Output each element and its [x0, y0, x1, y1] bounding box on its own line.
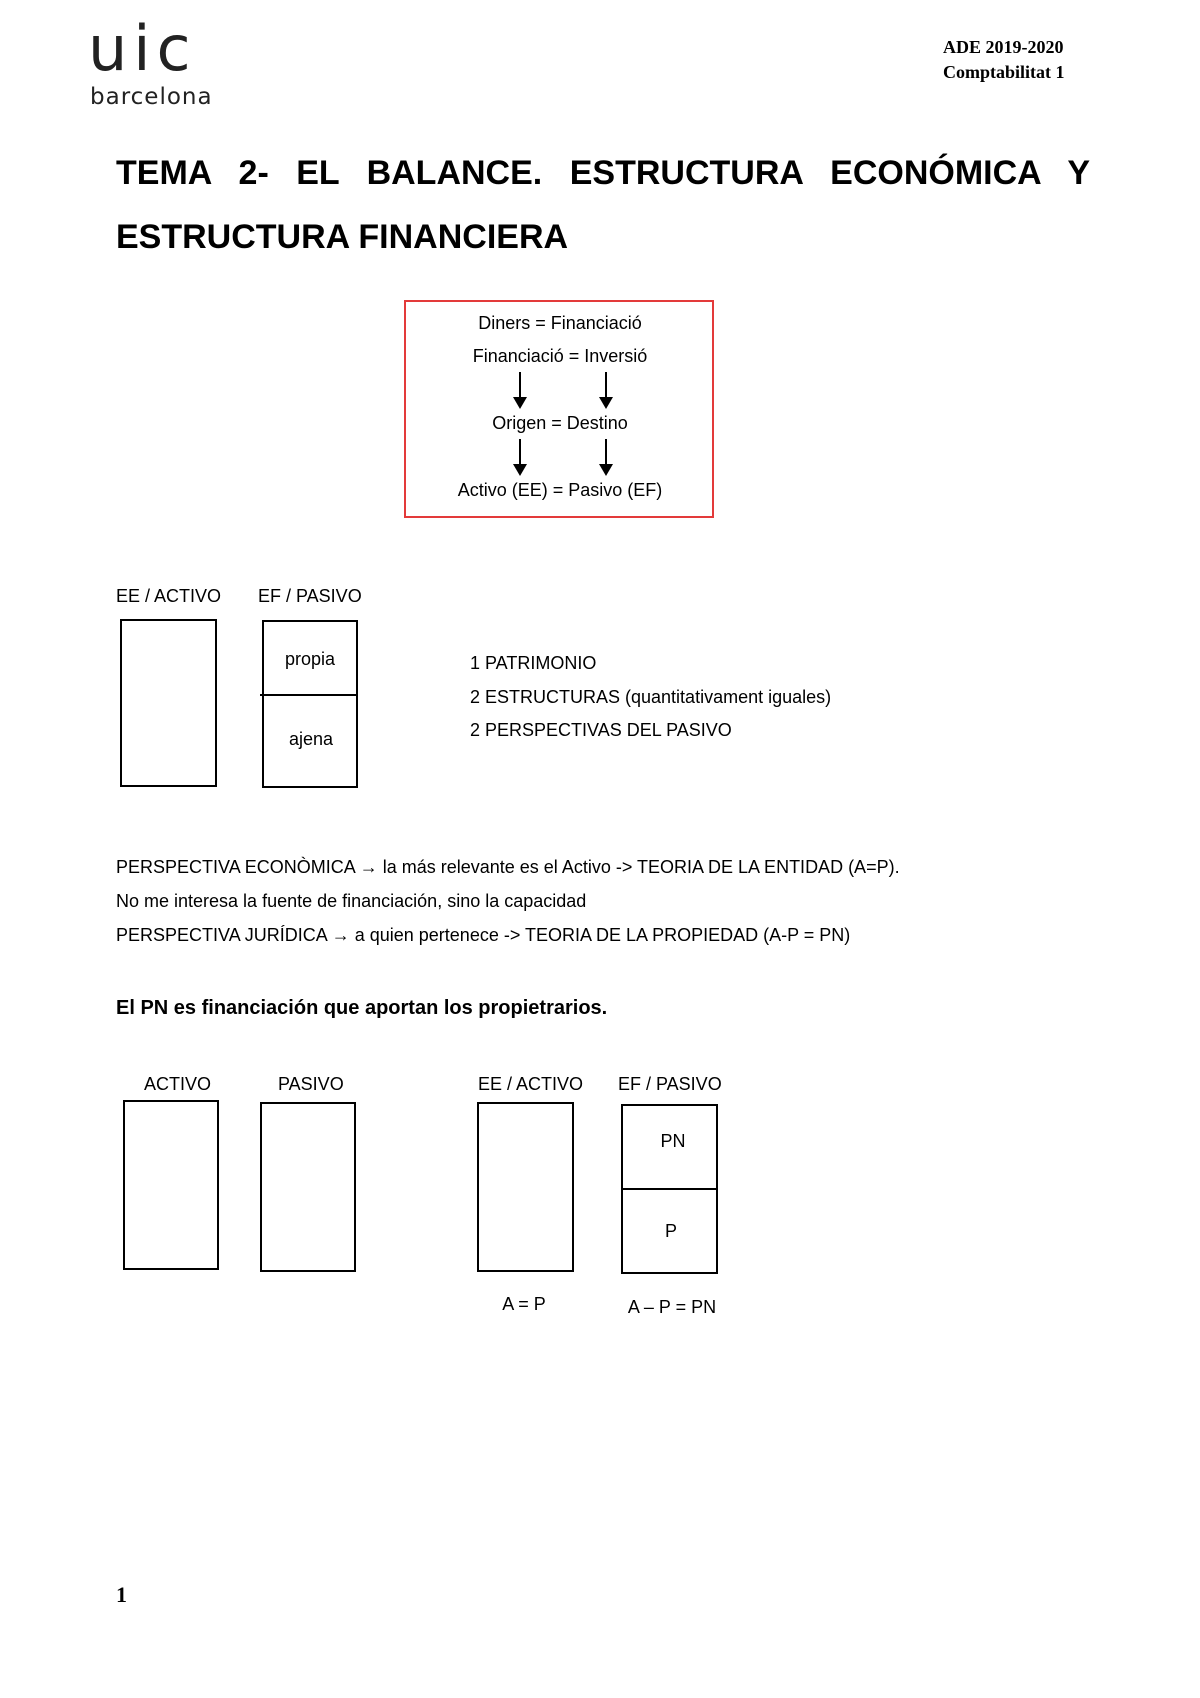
- note-perspectivas: 2 PERSPECTIVAS DEL PASIVO: [470, 720, 732, 740]
- pasivo-box-2: [260, 1102, 356, 1272]
- activo-box-2: [123, 1100, 219, 1270]
- arrow-head-icon: [513, 464, 527, 476]
- pasivo-propia: propia: [284, 649, 336, 669]
- subject-label: Comptabilitat 1: [943, 62, 1065, 82]
- label-ef-pasivo-2: EF / PASIVO: [618, 1074, 722, 1094]
- perspectiva-economica: PERSPECTIVA ECONÒMICA → la más relevante es el Activo -> TEORIA DE LA ENTIDAD (A=P).: [116, 857, 900, 877]
- pasivo-divider: [260, 694, 358, 696]
- activo-box: [120, 619, 217, 787]
- label-ef-pasivo: EF / PASIVO: [258, 586, 362, 606]
- arrow-down-icon: [605, 439, 607, 465]
- label-ee-activo: EE / ACTIVO: [116, 586, 222, 606]
- equation-line-3: Origen = Destino: [492, 413, 628, 433]
- arrow-head-icon: [599, 464, 613, 476]
- note-estructuras: 2 ESTRUCTURAS (quantitativament iguales): [470, 687, 832, 707]
- pasivo-ajena: ajena: [288, 729, 334, 749]
- perspectiva-note: No me interesa la fuente de financiación, sino la capacidad: [116, 891, 587, 911]
- logo-barcelona: barcelona: [90, 84, 213, 110]
- pasivo-box: [262, 620, 358, 788]
- label-pasivo: PASIVO: [278, 1074, 344, 1094]
- equation-line-1: Diners = Financiació: [478, 313, 642, 333]
- title-line-1: TEMA 2- EL BALANCE. ESTRUCTURA ECONÓMICA Y: [116, 154, 1090, 192]
- arrow-head-icon: [599, 397, 613, 409]
- perspectiva-juridica: PERSPECTIVA JURÍDICA → a quien pertenece -> TEORIA DE LA PROPIEDAD (A-P = PN): [116, 925, 851, 945]
- note-patrimonio: 1 PATRIMONIO: [470, 653, 597, 673]
- ee-activo-box: [477, 1102, 574, 1272]
- logo-uic: uic: [88, 12, 197, 85]
- arrow-down-icon: [605, 372, 607, 398]
- ef-pn-part: PN: [660, 1131, 686, 1151]
- label-activo: ACTIVO: [144, 1074, 212, 1094]
- page-number: 1: [116, 1582, 127, 1607]
- title-line-2: ESTRUCTURA FINANCIERA: [116, 218, 569, 256]
- pn-statement: El PN es financiación que aportan los propietrarios.: [116, 997, 608, 1019]
- ef-p-part: P: [664, 1221, 678, 1241]
- label-ee-activo-2: EE / ACTIVO: [478, 1074, 584, 1094]
- equation-line-2: Financiació = Inversió: [472, 346, 648, 366]
- arrow-down-icon: [519, 439, 521, 465]
- formula-a-minus-p: A – P = PN: [627, 1297, 717, 1317]
- formula-a-equals-p: A = P: [502, 1294, 546, 1314]
- arrow-head-icon: [513, 397, 527, 409]
- ef-pasivo-divider: [621, 1188, 718, 1190]
- arrow-down-icon: [519, 372, 521, 398]
- course-label: ADE 2019-2020: [943, 37, 1064, 57]
- equation-line-4: Activo (EE) = Pasivo (EF): [457, 480, 663, 500]
